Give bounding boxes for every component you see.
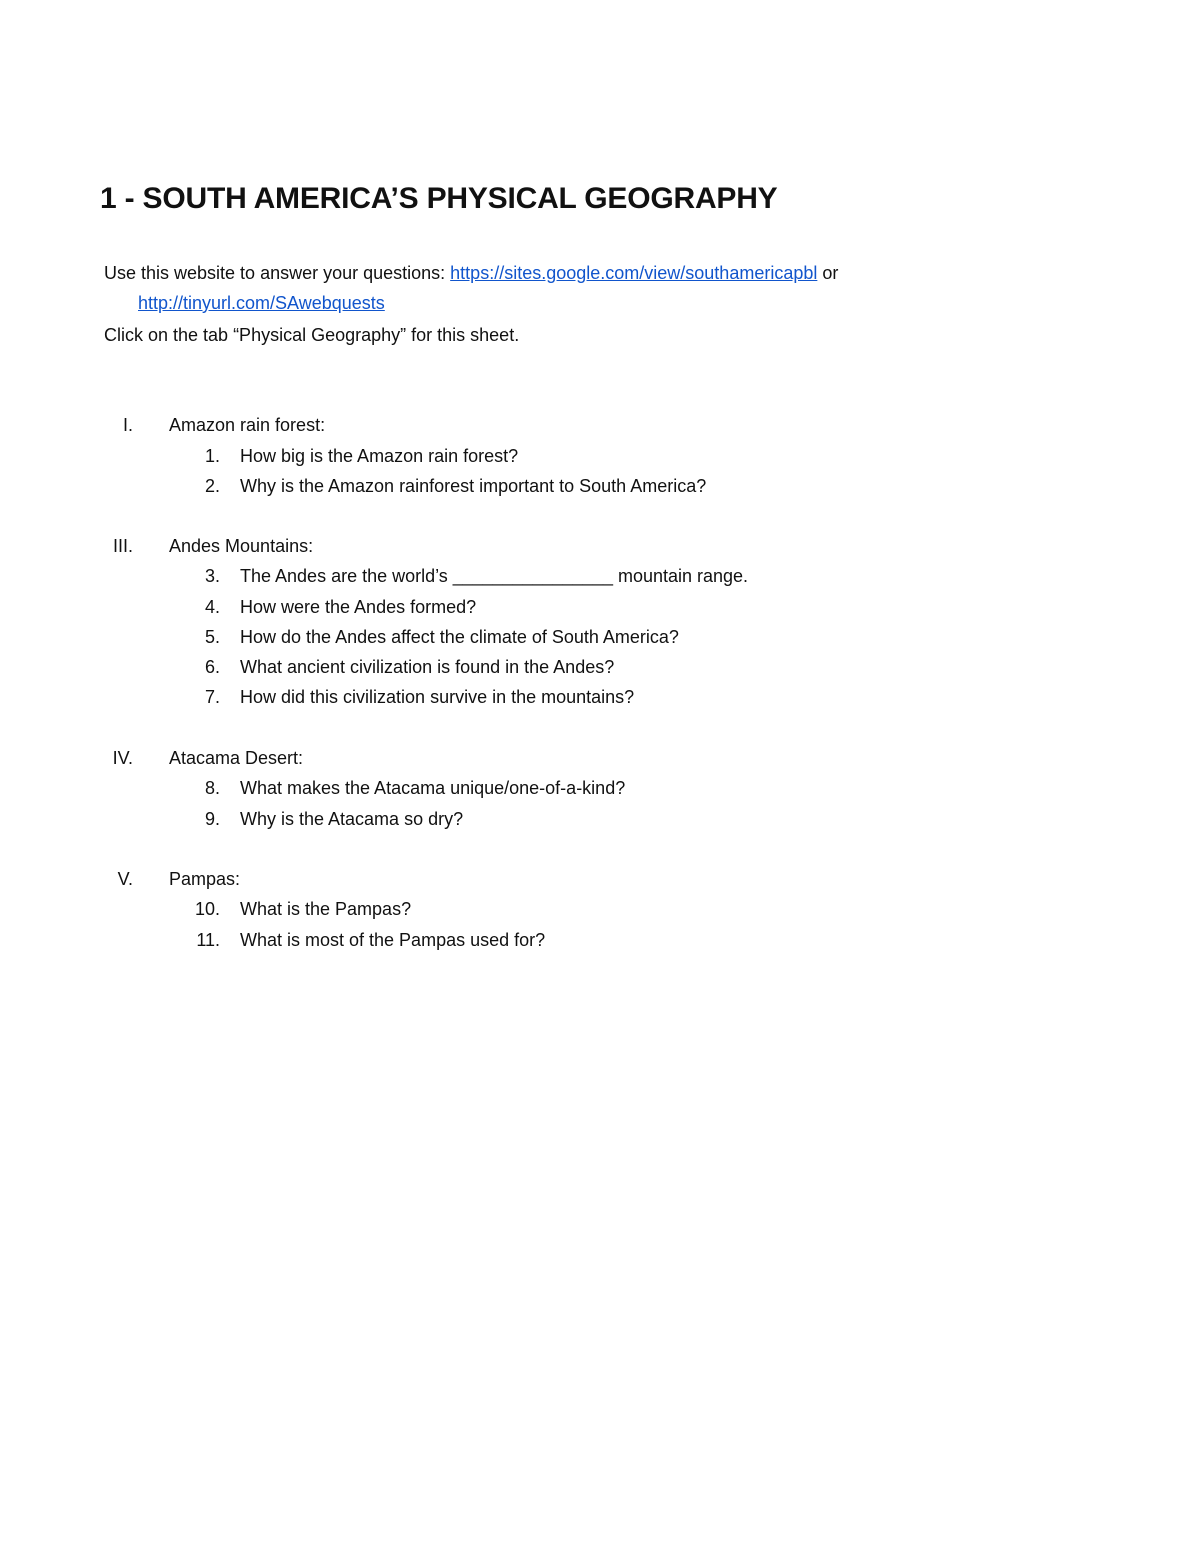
question-number: 9. xyxy=(204,809,220,829)
tinyurl-link[interactable]: http://tinyurl.com/SAwebquests xyxy=(138,293,385,313)
question-text: The Andes are the world’s ________________ mountain range. xyxy=(240,566,749,586)
question-number: 6. xyxy=(204,657,220,677)
section-label: Pampas: xyxy=(169,869,241,889)
section-numeral: IV. xyxy=(112,748,133,768)
section-numeral: III. xyxy=(112,536,133,556)
question-text: What is most of the Pampas used for? xyxy=(240,930,546,950)
question-text: How did this civilization survive in the mountains? xyxy=(240,687,635,707)
question-text: Why is the Amazon rainforest important to South America? xyxy=(240,476,707,496)
question-number: 2. xyxy=(204,476,220,496)
question-text: How big is the Amazon rain forest? xyxy=(240,446,519,466)
section-numeral: I. xyxy=(122,415,133,435)
question-text: What ancient civilization is found in the Andes? xyxy=(240,657,615,677)
section-label: Andes Mountains: xyxy=(169,536,314,556)
question-number: 8. xyxy=(204,778,220,798)
question-number: 7. xyxy=(204,687,220,707)
question-text: How do the Andes affect the climate of South America? xyxy=(240,627,679,647)
instructions-link-line xyxy=(138,292,385,314)
question-number: 10. xyxy=(194,899,220,919)
question-text: Why is the Atacama so dry? xyxy=(240,809,464,829)
question-text: How were the Andes formed? xyxy=(240,597,477,617)
instructions-intro: Use this website to answer your questions: xyxy=(104,263,451,283)
question-number: 3. xyxy=(204,566,220,586)
question-text: What makes the Atacama unique/one-of-a-kind? xyxy=(240,778,626,798)
instructions-line xyxy=(104,262,838,284)
page-title: 1 - SOUTH AMERICA’S PHYSICAL GEOGRAPHY xyxy=(100,182,778,215)
question-text: What is the Pampas? xyxy=(240,899,412,919)
question-number: 5. xyxy=(204,627,220,647)
instructions-or: or xyxy=(817,263,839,283)
section-numeral: V. xyxy=(117,869,133,889)
click-instruction: Click on the tab “Physical Geography” for this sheet. xyxy=(104,325,520,345)
question-number: 11. xyxy=(196,930,220,950)
question-number: 4. xyxy=(204,597,220,617)
section-label: Atacama Desert: xyxy=(169,748,304,768)
google-sites-link[interactable]: https://sites.google.com/view/southamericapbl xyxy=(450,263,818,283)
section-label: Amazon rain forest: xyxy=(169,415,326,435)
question-number: 1. xyxy=(204,446,220,466)
